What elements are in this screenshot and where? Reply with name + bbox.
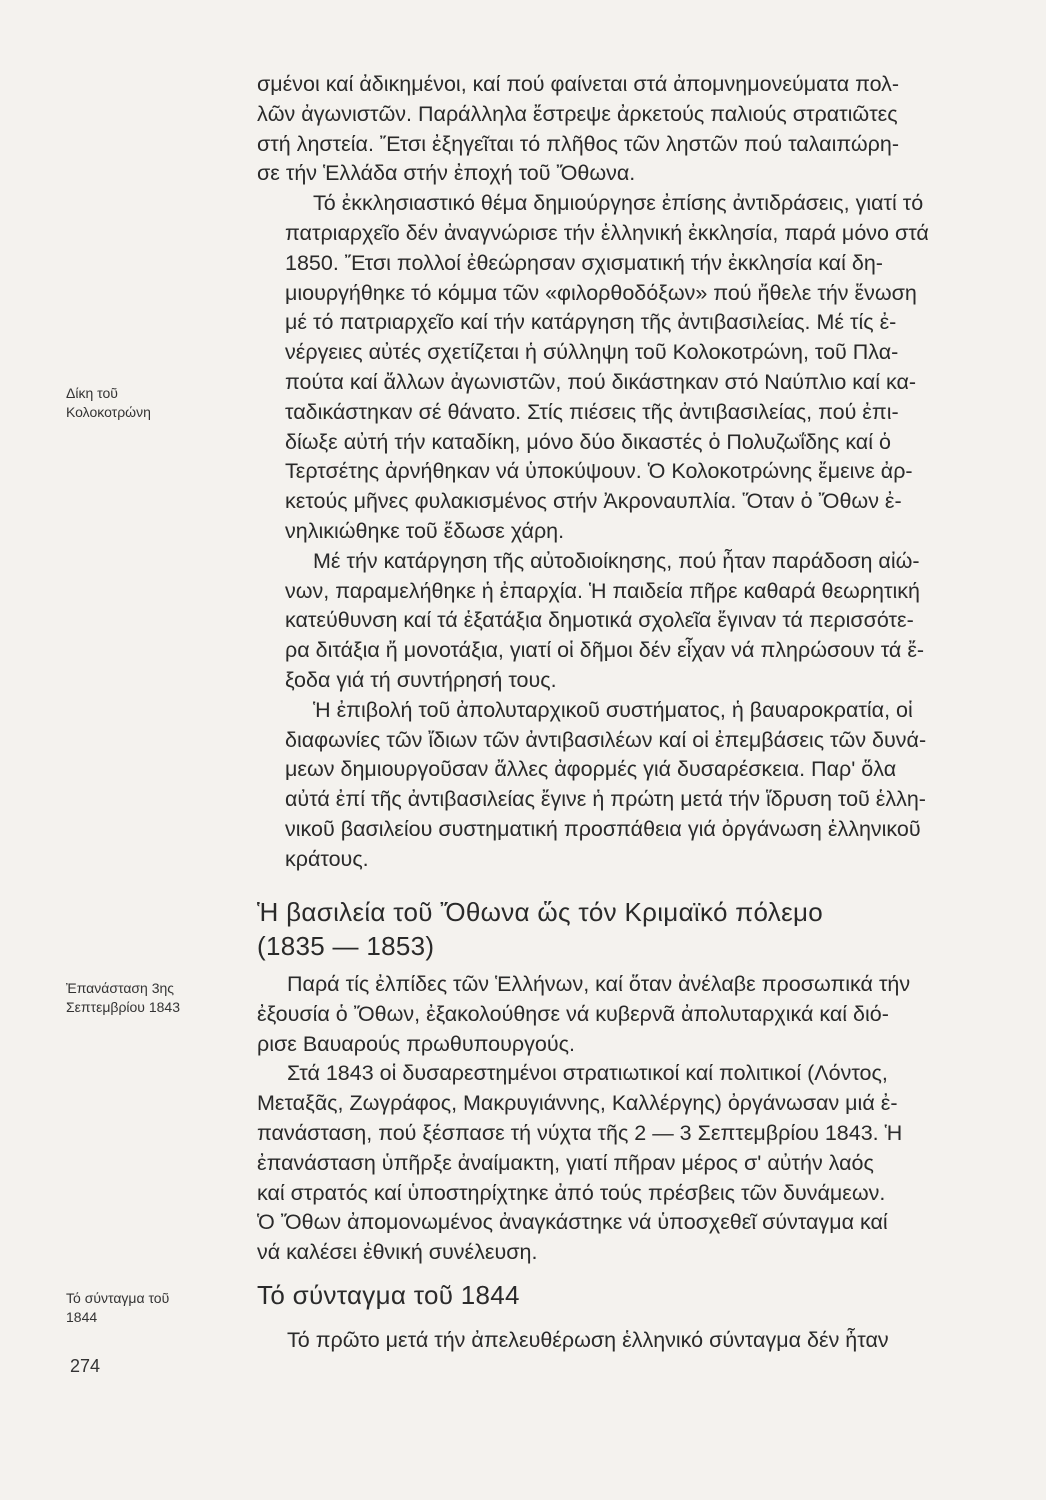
text-line: σμένοι καί ἀδικημένοι, καί πού φαίνεται στά ἀπομνημονεύματα πολ- <box>257 72 900 96</box>
text-line: μεων δημιουργοῦσαν ἄλλες ἀφορμές γιά δυσαρέσκεια. Παρ' ὅλα <box>285 757 897 782</box>
margin-note-line: Κολοκοτρώνη <box>66 404 151 420</box>
text-line: σε τήν Ἑλλάδα στήν ἐποχή τοῦ Ὄθωνα. <box>257 161 636 186</box>
text-line: ἐξουσία ὁ Ὄθων, ἐξακολούθησε νά κυβερνᾶ ἀπολυταρχικά καί διό- <box>257 1001 889 1026</box>
text-line: ρισε Βαυαρούς πρωθυπουργούς. <box>257 1031 575 1056</box>
text-line: Στά 1843 οἱ δυσαρεστημένοι στρατιωτικοί καί πολιτικοί (Λόντος, <box>287 1061 888 1086</box>
text-line: μιουργήθηκε τό κόμμα τῶν «φιλορθοδόξων» πού ἤθελε τήν ἕνωση <box>285 280 917 305</box>
text-line: αὐτά ἐπί τῆς ἀντιβασιλείας ἔγινε ἡ πρώτη μετά τήν ἵδρυση τοῦ ἑλλη- <box>285 787 926 812</box>
text-line: ξοδα γιά τή συντήρησή τους. <box>285 667 557 692</box>
text-line: Ὁ Ὄθων ἀπομονωμένος ἀναγκάστηκε νά ὑποσχεθεῖ σύνταγμα καί <box>257 1210 888 1235</box>
text-line: νά καλέσει ἐθνική συνέλευση. <box>257 1240 538 1265</box>
text-line: καί στρατός καί ὑποστηρίχτηκε ἀπό τούς πρέσβεις τῶν δυνάμεων. <box>257 1180 886 1205</box>
text-line: Τό ἐκκλησιαστικό θέμα δημιούργησε ἐπίσης ἀντιδράσεις, γιατί τό <box>313 191 924 216</box>
margin-note-line: 1844 <box>66 1309 98 1325</box>
paragraph <box>257 970 987 1059</box>
margin-note-trial <box>66 384 236 422</box>
margin-note-revolution <box>66 979 236 1017</box>
section3 <box>257 1278 987 1312</box>
text-line: ταδικάστηκαν σέ θάνατο. Στίς πιέσεις τῆς ἀντιβασιλείας, πού ἐπι- <box>285 399 899 424</box>
text-line: ρα διτάξια ἤ μονοτάξια, γιατί οἱ δῆμοι δέν εἶχαν νά πληρώσουν τά ἔ- <box>285 638 925 663</box>
section-heading <box>257 895 987 963</box>
paragraph <box>257 547 987 696</box>
text-line: μέ τό πατριαρχεῖο καί τήν κατάργηση τῆς ἀντιβασιλείας. Μέ τίς ἐ- <box>285 310 897 335</box>
text-line: νικοῦ βασιλείου συστηματική προσπάθεια γιά ὀργάνωση ἑλληνικοῦ <box>285 816 921 841</box>
heading-line: Ἡ βασιλεία τοῦ Ὄθωνα ὥς τόν Κριμαϊκό πόλεμο <box>257 897 823 927</box>
text-line: Μεταξᾶς, Ζωγράφος, Μακρυγιάννης, Καλλέργης) ὀργάνωσαν μιά ἐ- <box>257 1091 898 1116</box>
section2-body <box>257 970 987 1268</box>
text-line: διαφωνίες τῶν ἴδιων τῶν ἀντιβασιλέων καί οἱ ἐπεμβάσεις τῶν δυνά- <box>285 727 927 752</box>
text-line: νέργειες αὐτές σχετίζεται ἡ σύλληψη τοῦ Κολοκοτρώνη, τοῦ Πλα- <box>285 340 899 365</box>
text-line: ἐπανάσταση ὑπῆρξε ἀναίμακτη, γιατί πῆραν μέρος σ' αὐτήν λαός <box>257 1150 874 1175</box>
section1-body <box>257 70 987 875</box>
text-line: Τερτσέτης ἀρνήθηκαν νά ὑποκύψουν. Ὁ Κολοκοτρώνης ἔμεινε ἀρ- <box>285 459 913 484</box>
margin-note-constitution <box>66 1289 236 1327</box>
paragraph <box>257 696 987 875</box>
margin-note-line: Ἐπανάσταση 3ης <box>66 980 175 996</box>
text-line: Ἡ ἐπιβολή τοῦ ἀπολυταρχικοῦ συστήματος, ἡ βαυαροκρατία, οἱ <box>313 697 913 722</box>
paragraph <box>257 70 987 189</box>
text-line: κετούς μῆνες φυλακισμένος στήν Ἀκροναυπλία. Ὅταν ὁ Ὄθων ἐ- <box>285 489 902 514</box>
paragraph <box>257 1059 987 1268</box>
text-line: πούτα καί ἄλλων ἀγωνιστῶν, πού δικάστηκαν στό Ναύπλιο καί κα- <box>285 369 917 394</box>
text-line: νηλικιώθηκε τοῦ ἔδωσε χάρη. <box>285 518 565 543</box>
text-line: κράτους. <box>285 846 369 871</box>
text-line: Παρά τίς ἐλπίδες τῶν Ἑλλήνων, καί ὅταν ἀνέλαβε προσωπικά τήν <box>287 972 911 996</box>
text-line: Μέ τήν κατάργηση τῆς αὐτοδιοίκησης, πού ἦταν παράδοση αἰώ- <box>313 548 920 573</box>
section2 <box>257 895 987 963</box>
page-number: 274 <box>70 1356 101 1376</box>
text-line: Τό πρῶτο μετά τήν ἀπελευθέρωση ἑλληνικό σύνταγμα δέν ἦταν <box>287 1328 889 1352</box>
section3-body <box>257 1326 987 1356</box>
text-line: κατεύθυνση καί τά ἑξατάξια δημοτικά σχολεῖα ἔγιναν τά περισσότε- <box>285 608 914 633</box>
text-line: δίωξε αὐτή τήν καταδίκη, μόνο δύο δικαστές ὁ Πολυζωΐδης καί ὁ <box>285 429 891 454</box>
text-line: λῶν ἀγωνιστῶν. Παράλληλα ἔστρεψε ἀρκετούς παλιούς στρατιῶτες <box>257 101 898 126</box>
heading-line: (1835 — 1853) <box>257 931 435 961</box>
paragraph <box>257 189 987 547</box>
margin-note-line: Δίκη τοῦ <box>66 385 118 401</box>
paragraph <box>257 1326 987 1356</box>
text-line: 1850. Ἔτσι πολλοί ἐθεώρησαν σχισματική τήν ἐκκλησία καί δη- <box>285 250 883 275</box>
text-line: πανάσταση, πού ξέσπασε τή νύχτα τῆς 2 — 3 Σεπτεμβρίου 1843. Ἡ <box>257 1120 903 1145</box>
text-line: πατριαρχεῖο δέν ἀναγνώρισε τήν ἑλληνική ἐκκλησία, παρά μόνο στά <box>285 220 929 245</box>
text-line: νων, παραμελήθηκε ἡ ἐπαρχία. Ἡ παιδεία πῆρε καθαρά θεωρητική <box>285 578 920 603</box>
margin-note-line: Σεπτεμβρίου 1843 <box>66 999 180 1015</box>
text-line: στή ληστεία. Ἔτσι ἐξηγεῖται τό πλῆθος τῶν ληστῶν πού ταλαιπώρη- <box>257 131 900 156</box>
margin-note-line: Τό σύνταγμα τοῦ <box>66 1290 170 1306</box>
section-heading: Τό σύνταγμα τοῦ 1844 <box>257 1280 520 1310</box>
